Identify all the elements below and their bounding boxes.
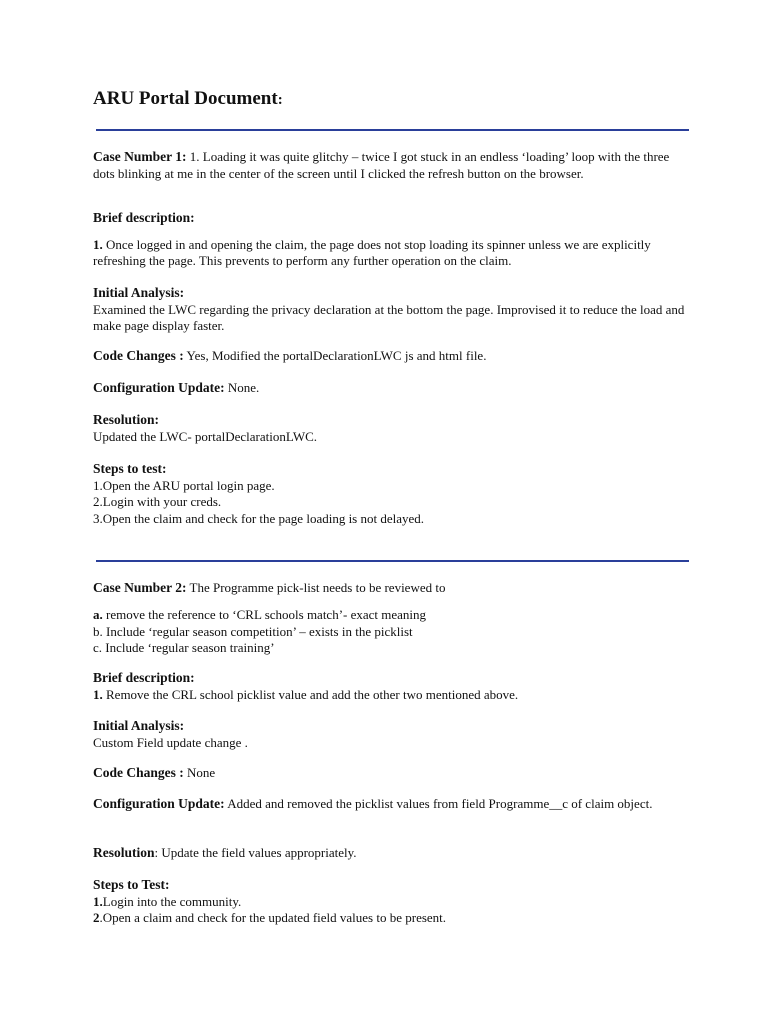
step-item: 3.Open the claim and check for the page loading is not delayed.	[93, 510, 425, 526]
case2-summary: Case Number 2: The Programme pick-list needs to be reviewed to	[93, 580, 446, 595]
step-item: 2.Login with your creds.	[93, 494, 222, 509]
case2-analysis: Initial Analysis: Custom Field update change .	[93, 718, 248, 750]
case2-config-update: Configuration Update: Added and removed the picklist values from field Programme__c of claim object.	[93, 796, 653, 811]
case2-resolution: Resolution: Update the field values appropriately.	[93, 845, 357, 860]
divider-top	[96, 129, 689, 131]
case1-steps: Steps to test: 1.Open the ARU portal login page. 2.Login with your creds. 3.Open the claim and check for the page loading is not delayed.	[93, 461, 693, 527]
case1-brief: Brief description: 1. Once logged in and opening the claim, the page does not stop loading its spinner unless we are explicitly refreshing the page. This prevents to perform any further operation on the claim.	[93, 210, 651, 268]
divider-middle	[96, 560, 689, 562]
page-title: ARU Portal Document:	[93, 88, 283, 109]
case2-brief: Brief description: 1. Remove the CRL school picklist value and add the other two mentioned above.	[93, 670, 519, 702]
case1-config-update: Configuration Update: None.	[93, 380, 260, 395]
step-item: 2.Open a claim and check for the updated field values to be present.	[93, 910, 447, 925]
case1-analysis: Initial Analysis: Examined the LWC regarding the privacy declaration at the bottom the page. Improvised it to reduce the load and make page display faster.	[93, 285, 685, 333]
step-item: 1.Open the ARU portal login page.	[93, 477, 275, 493]
case1-summary: Case Number 1: 1. Loading it was quite glitchy – twice I got stuck in an endless ‘loading’ loop with the three dots blinking at me in the center of the screen until I clicked the refresh button on the browser.	[93, 149, 670, 181]
case1-resolution: Resolution: Updated the LWC- portalDeclarationLWC.	[93, 412, 318, 444]
case1-code-changes: Code Changes : Yes, Modified the portalDeclarationLWC js and html file.	[93, 348, 487, 363]
step-item: 1.Login into the community.	[93, 893, 242, 909]
case2-steps: Steps to Test: 1.Login into the community. 2.Open a claim and check for the updated field values to be present.	[93, 877, 693, 927]
case2-code-changes: Code Changes : None	[93, 765, 216, 780]
case2-items: a. remove the reference to ‘CRL schools match’- exact meaning b. Include ‘regular season competition’ – exists in the picklist c. Include ‘regular season training’	[93, 607, 427, 655]
